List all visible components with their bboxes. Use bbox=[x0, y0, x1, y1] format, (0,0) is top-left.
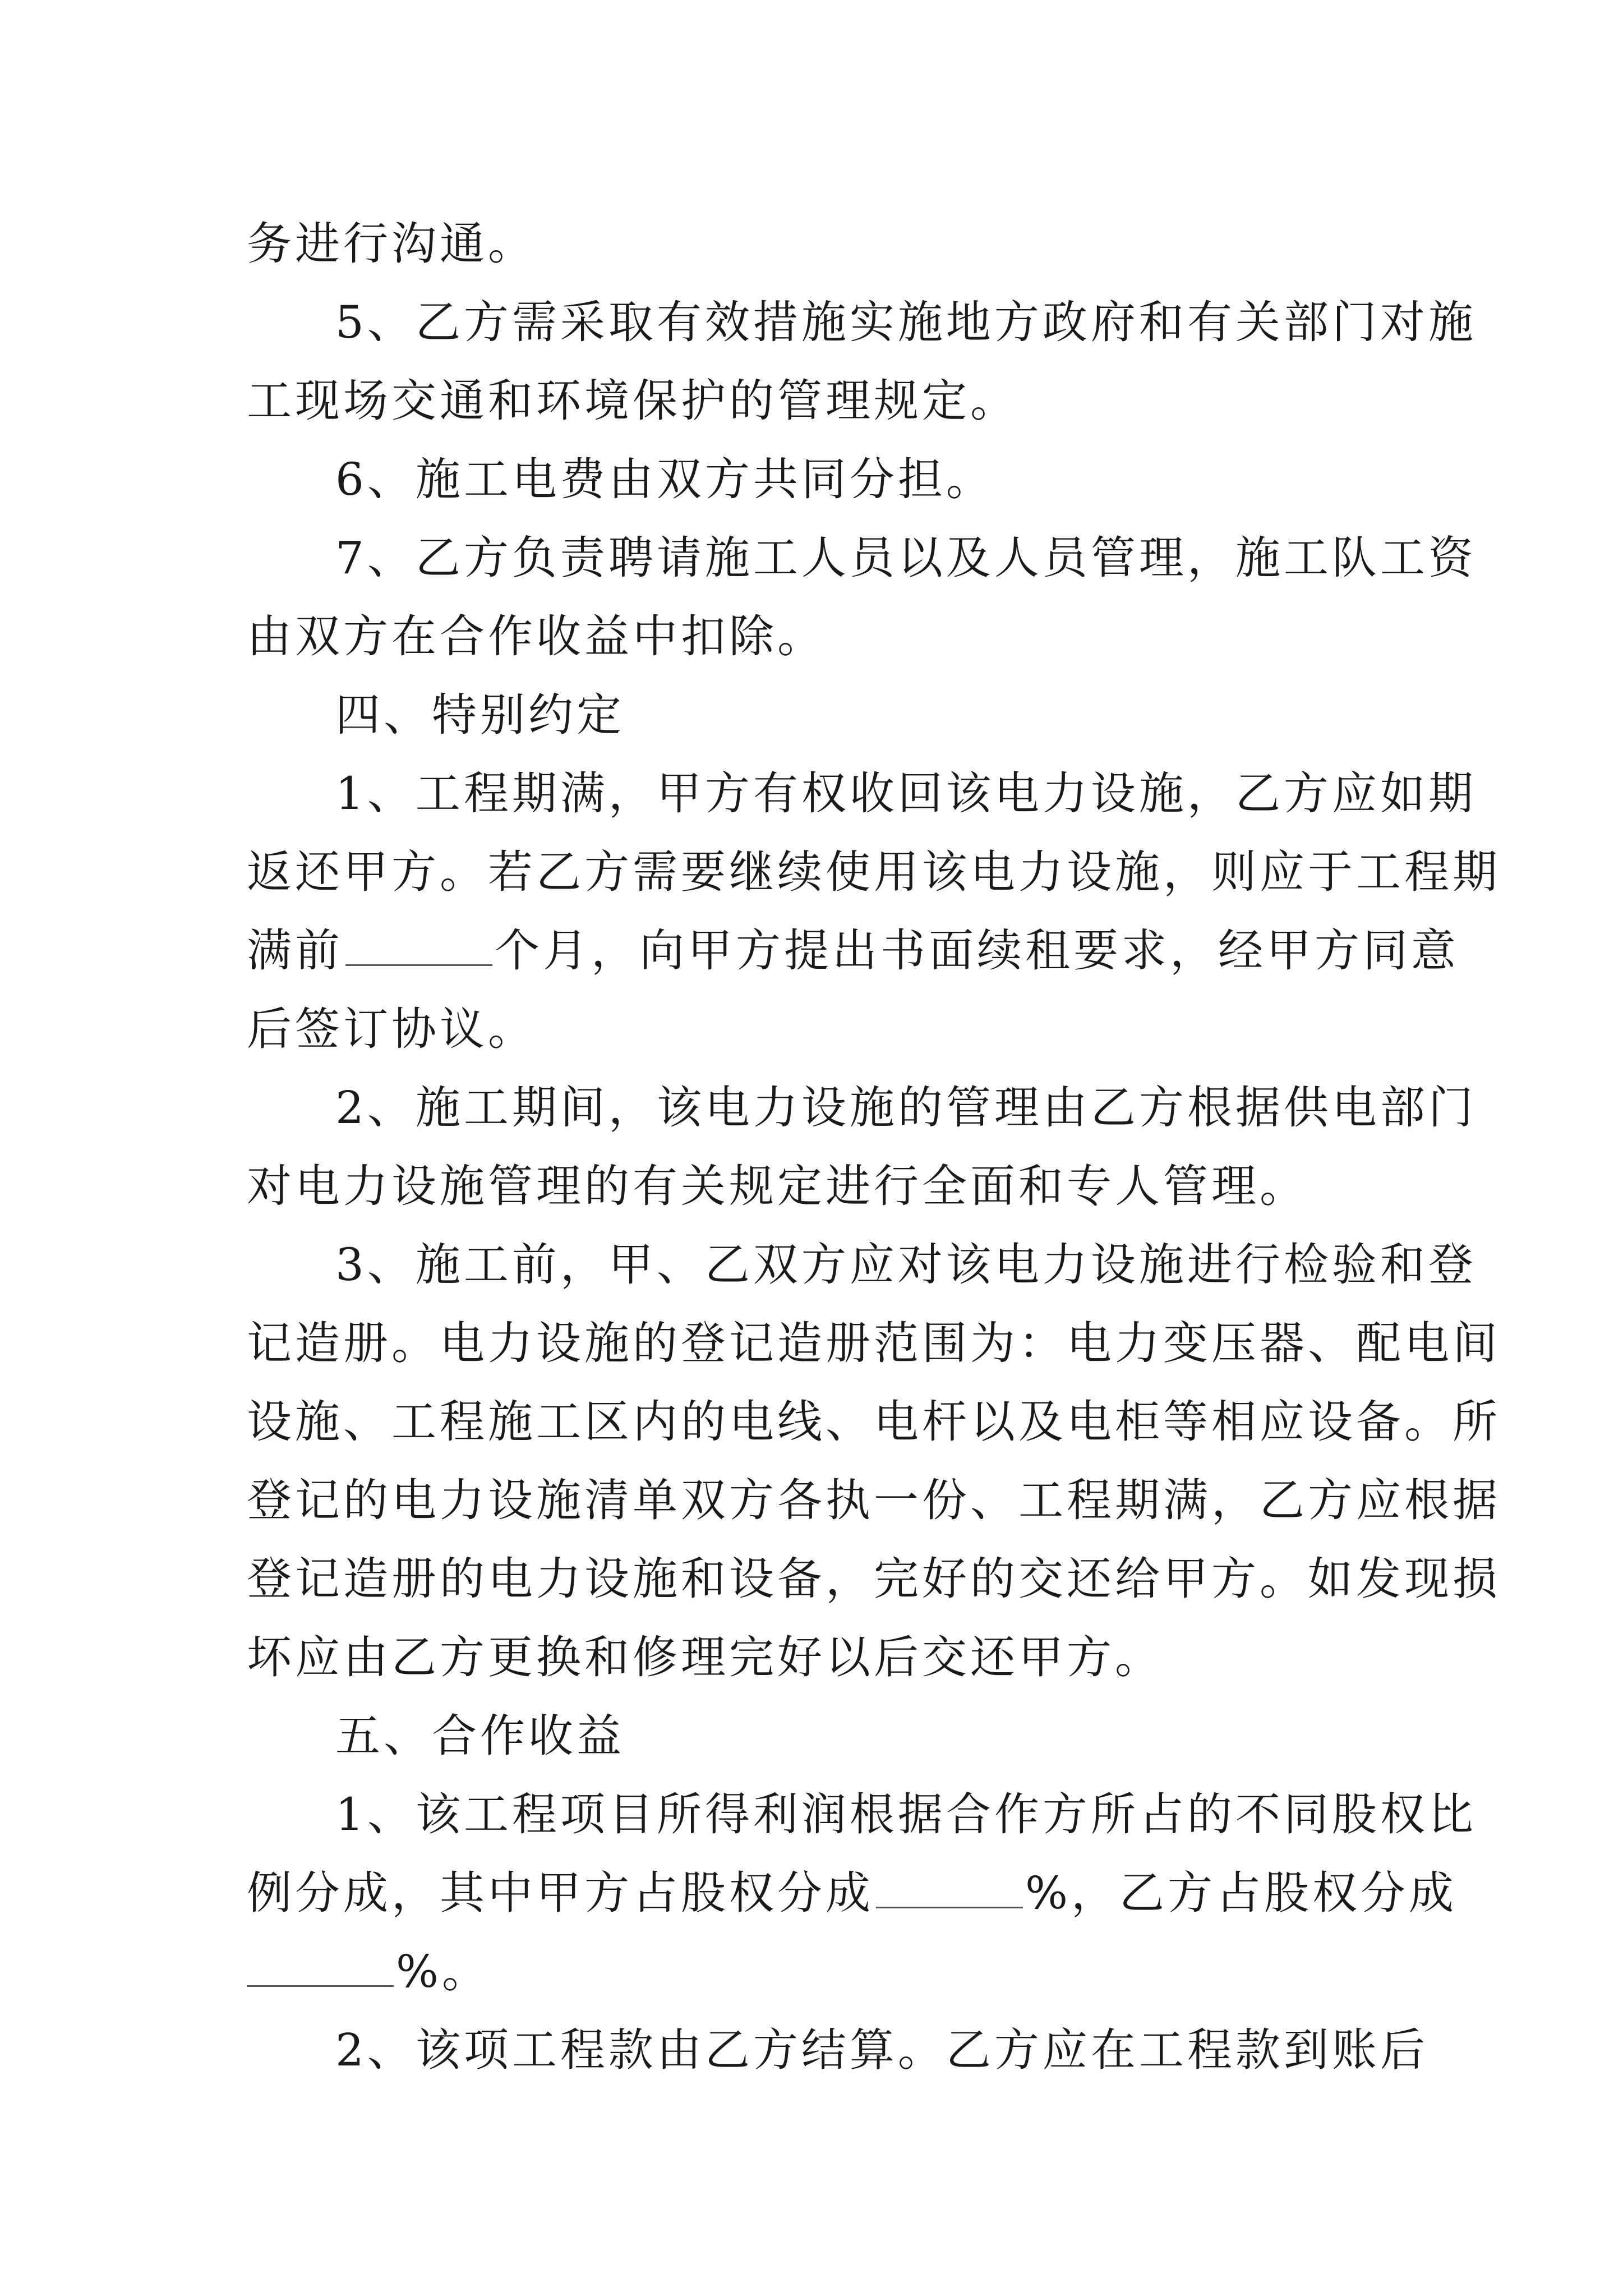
fill-in-blank-months[interactable] bbox=[345, 930, 492, 966]
paragraph-line bbox=[0, 1545, 1623, 1613]
paragraph-line bbox=[0, 996, 1623, 1063]
line-text: 6、施工电费由双方共同分担。 bbox=[335, 453, 994, 505]
heading-text: 五、合作收益 bbox=[335, 1710, 625, 1762]
paragraph-line bbox=[0, 839, 1623, 906]
line-text: 登记的电力设施清单双方各执一份、工程期满，乙方应根据 bbox=[247, 1474, 1501, 1526]
line-text: 务进行沟通。 bbox=[247, 218, 536, 270]
paragraph-line bbox=[0, 367, 1623, 435]
line-text: 2、该项工程款由乙方结算。乙方应在工程款到账后 bbox=[335, 2024, 1428, 2076]
line-text: 对电力设施管理的有关规定进行全面和专人管理。 bbox=[247, 1160, 1308, 1212]
line-text-before-blank: 例分成，其中甲方占股权分成 bbox=[247, 1867, 874, 1919]
heading-text: 四、特别约定 bbox=[335, 689, 625, 741]
paragraph-line bbox=[0, 603, 1623, 670]
line-text: 记造册。电力设施的登记造册范围为：电力变压器、配电间 bbox=[247, 1317, 1501, 1369]
paragraph-line bbox=[0, 1310, 1623, 1377]
clause-7-line bbox=[0, 524, 1623, 592]
special-clause-1-line bbox=[0, 760, 1623, 827]
line-text: 5、乙方需采取有效措施实施地方政府和有关部门对施 bbox=[335, 296, 1477, 348]
line-text: 后签订协议。 bbox=[247, 1003, 536, 1055]
special-clause-2-line bbox=[0, 1074, 1623, 1142]
fill-in-blank-party-b-share[interactable] bbox=[247, 1950, 394, 1987]
profit-clause-1-line bbox=[0, 1781, 1623, 1848]
line-text: 1、该工程项目所得利润根据合作方所占的不同股权比 bbox=[335, 1788, 1477, 1841]
paragraph-line-with-blank bbox=[0, 1860, 1623, 1927]
section-heading-4 bbox=[0, 682, 1623, 749]
line-text: 登记造册的电力设施和设备，完好的交还给甲方。如发现损 bbox=[247, 1553, 1501, 1605]
line-text-after-blank: 个月，向甲方提出书面续租要求，经甲方同意 bbox=[495, 924, 1459, 977]
clause-5-line bbox=[0, 289, 1623, 356]
line-text: 返还甲方。若乙方需要继续使用该电力设施，则应于工程期 bbox=[247, 846, 1501, 898]
paragraph-line bbox=[0, 1153, 1623, 1220]
section-heading-5 bbox=[0, 1703, 1623, 1770]
fill-in-blank-party-a-share[interactable] bbox=[876, 1872, 1023, 1908]
line-text-after-blank: %。 bbox=[396, 1945, 491, 1998]
line-text-before-blank: 满前 bbox=[247, 924, 343, 977]
line-text: 由双方在合作收益中扣除。 bbox=[247, 610, 826, 662]
paragraph-line bbox=[0, 1388, 1623, 1456]
paragraph-line-with-blank bbox=[0, 1938, 1623, 2005]
line-text: 坏应由乙方更换和修理完好以后交还甲方。 bbox=[247, 1631, 1163, 1683]
line-text: 3、施工前，甲、乙双方应对该电力设施进行检验和登 bbox=[335, 1239, 1477, 1291]
line-text: 2、施工期间，该电力设施的管理由乙方根据供电部门 bbox=[335, 1082, 1477, 1134]
paragraph-line-with-blank bbox=[0, 917, 1623, 984]
special-clause-3-line bbox=[0, 1231, 1623, 1299]
profit-clause-2-line bbox=[0, 2017, 1623, 2084]
line-text: 7、乙方负责聘请施工人员以及人员管理，施工队工资 bbox=[335, 532, 1477, 584]
clause-6-line bbox=[0, 446, 1623, 513]
line-text: 设施、工程施工区内的电线、电杆以及电柜等相应设备。所 bbox=[247, 1396, 1501, 1448]
paragraph-line bbox=[0, 1624, 1623, 1691]
line-text-after-blank: %，乙方占股权分成 bbox=[1025, 1867, 1458, 1919]
paragraph-line bbox=[0, 1467, 1623, 1534]
line-text: 工现场交通和环境保护的管理规定。 bbox=[247, 375, 1018, 427]
paragraph-line bbox=[0, 210, 1623, 278]
line-text: 1、工程期满，甲方有权收回该电力设施，乙方应如期 bbox=[335, 767, 1477, 820]
